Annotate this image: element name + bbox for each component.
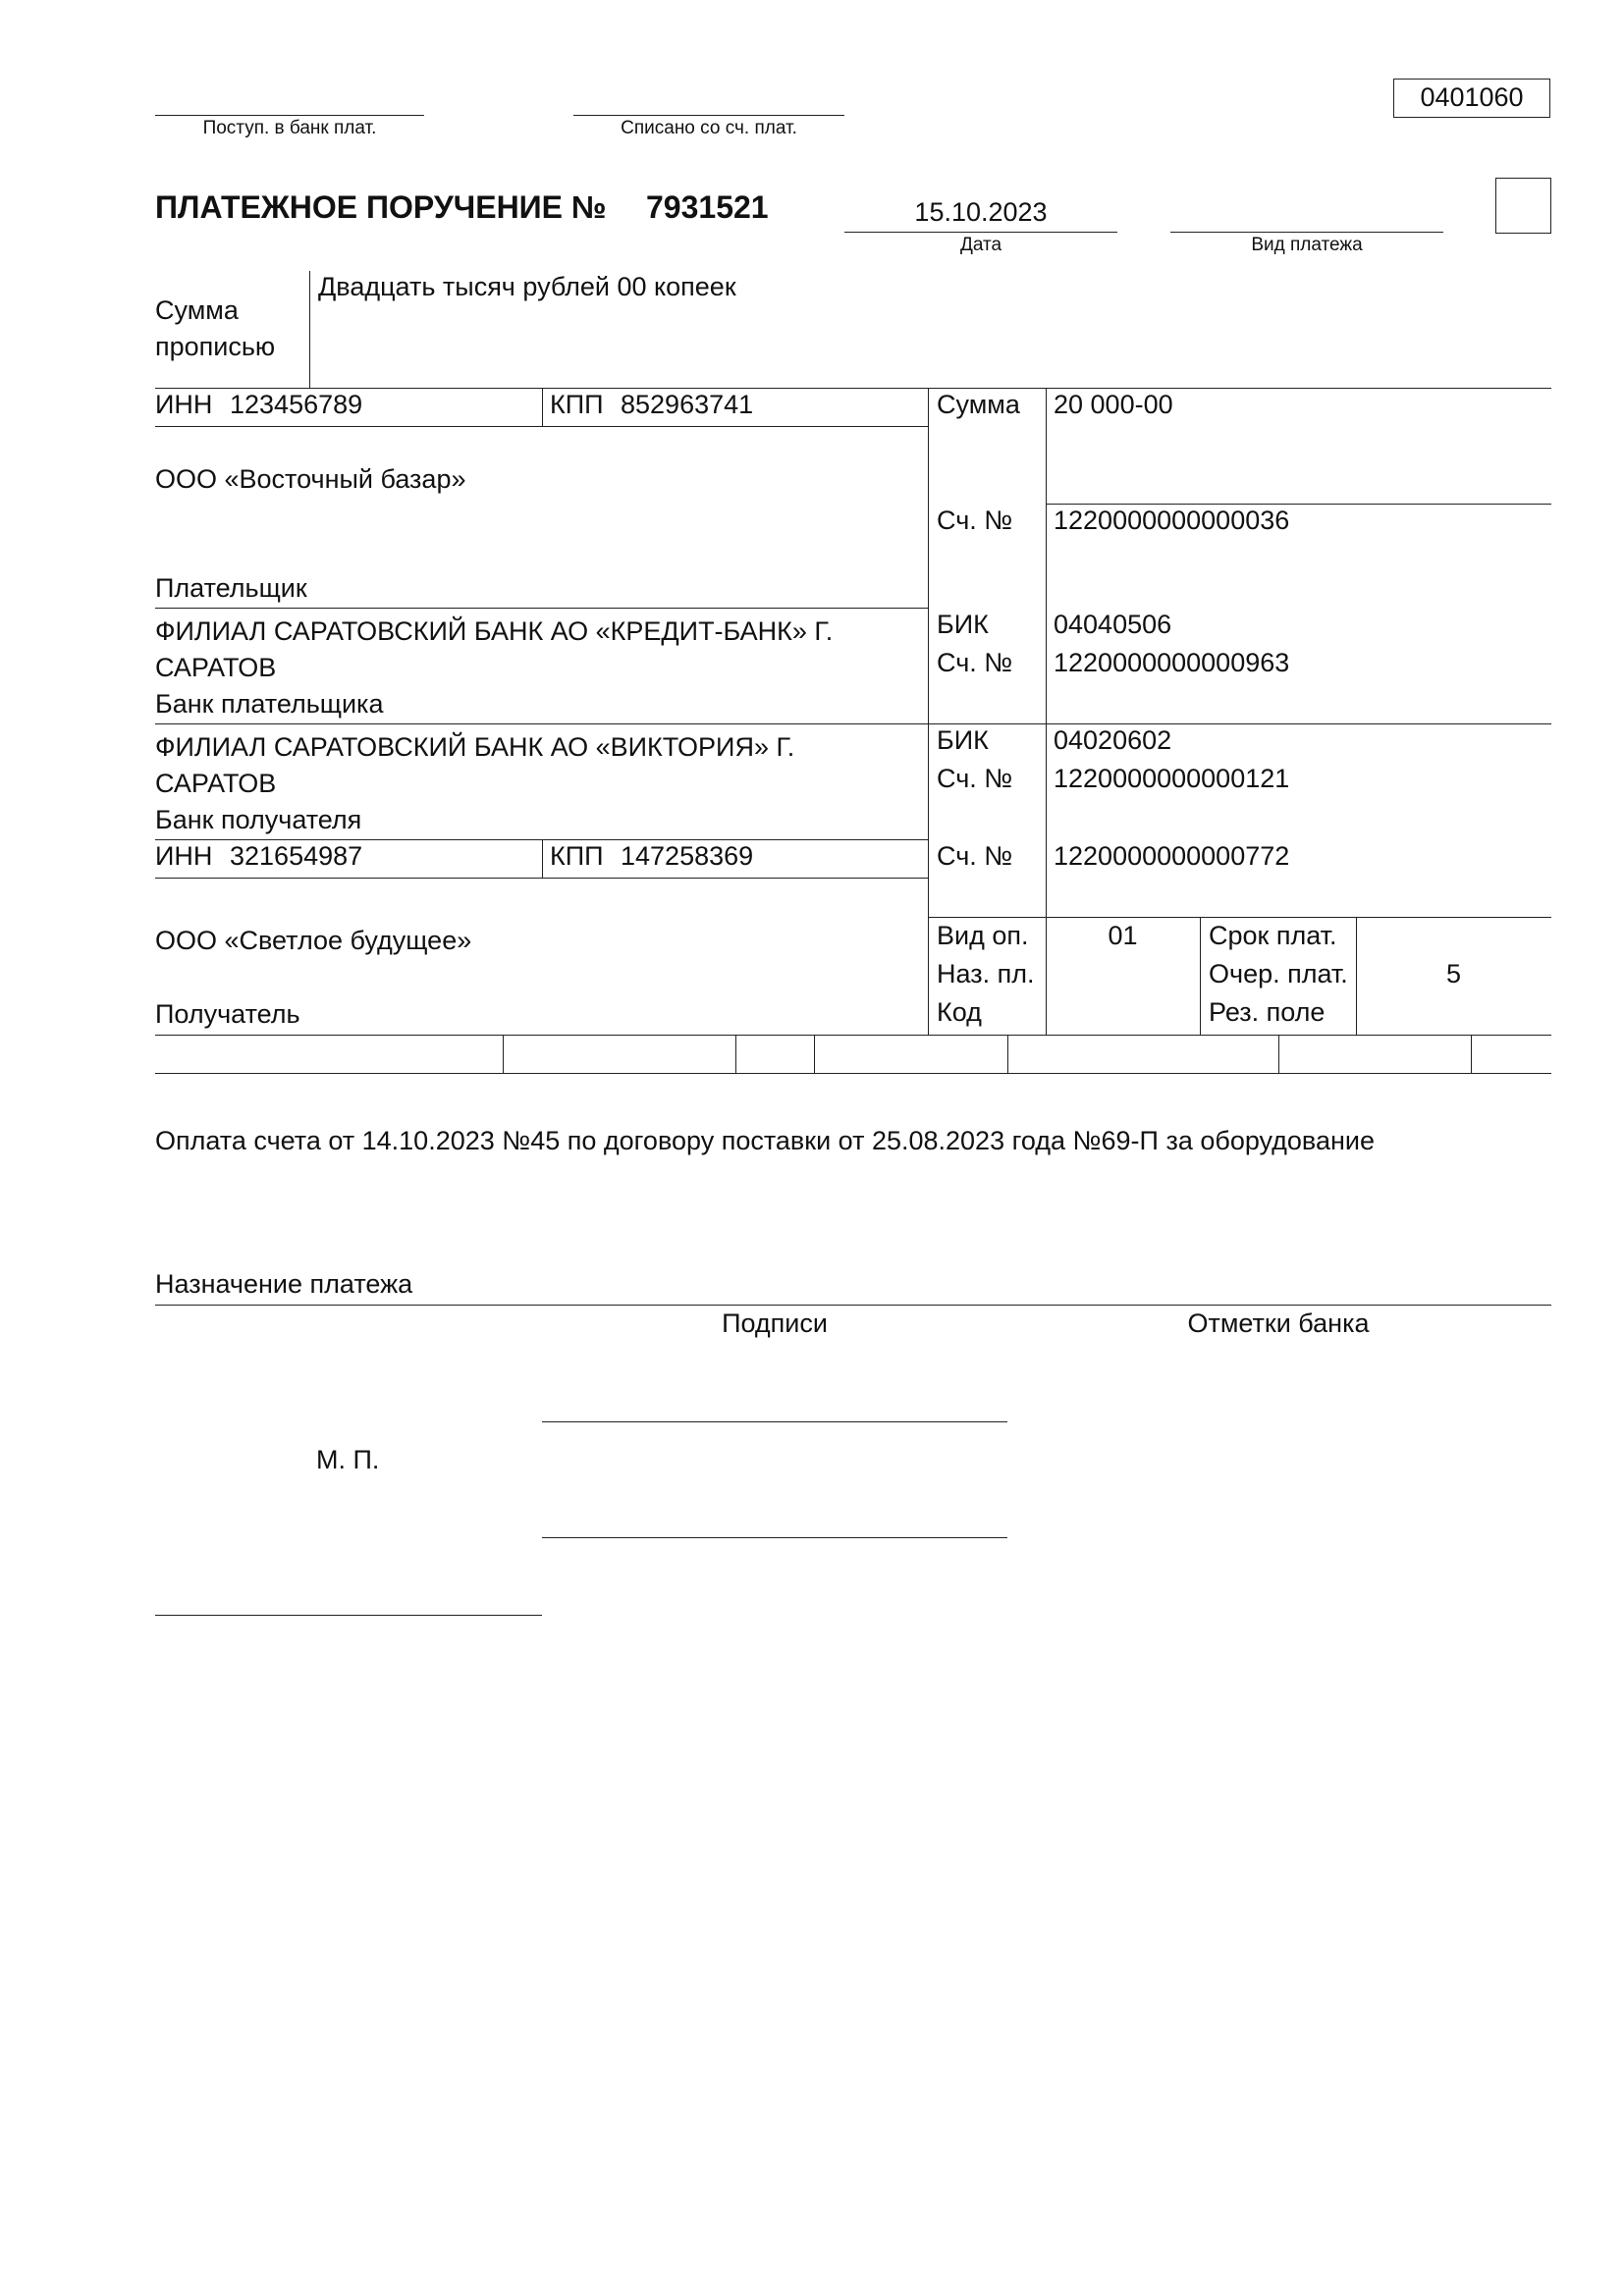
signature-line-2 xyxy=(542,1537,1007,1538)
payer-kpp: 852963741 xyxy=(621,390,754,419)
amount-words-value: Двадцать тысяч рублей 00 копеек xyxy=(318,272,736,301)
payee-bank-name-line1: ФИЛИАЛ САРАТОВСКИЙ БАНК АО «ВИКТОРИЯ» Г. xyxy=(155,732,795,762)
payee-inn-label: ИНН xyxy=(155,841,213,871)
purpose-text: Оплата счета от 14.10.2023 №45 по договору поставки от 25.08.2023 года №69-П за оборудование xyxy=(155,1126,1375,1155)
payer-bank-account: 1220000000000963 xyxy=(1054,648,1290,677)
grid-kpp-divider-payer xyxy=(542,388,543,426)
payee-inn: 321654987 xyxy=(230,841,363,871)
form-code: 0401060 xyxy=(1420,82,1524,112)
stamp-label: М. П. xyxy=(316,1445,380,1474)
document-title: ПЛАТЕЖНОЕ ПОРУЧЕНИЕ № xyxy=(155,189,607,225)
payment-type-label: Вид платежа xyxy=(1251,235,1363,255)
payer-bank-bik: 04040506 xyxy=(1054,610,1172,639)
payer-name: ООО «Восточный базар» xyxy=(155,464,466,494)
due-label: Срок плат. xyxy=(1209,921,1337,950)
tax-cell-divider-6 xyxy=(1471,1035,1472,1073)
signatures-label: Подписи xyxy=(722,1308,828,1338)
payer-kpp-label: КПП xyxy=(550,390,604,419)
purpose-bottom-line xyxy=(155,1305,1551,1306)
grid-line-inn-payer xyxy=(155,426,928,427)
bank-date-line xyxy=(155,1615,542,1616)
status-box xyxy=(1495,178,1551,234)
payee-bank-bik-label: БИК xyxy=(937,725,989,755)
op-type-label: Вид оп. xyxy=(937,921,1029,950)
payee-kpp: 147258369 xyxy=(621,841,754,871)
grid-line-inn-payee xyxy=(155,878,928,879)
grid-line-payer-bank xyxy=(155,608,928,609)
tax-cell-divider-5 xyxy=(1278,1035,1279,1073)
grid-line-bottom xyxy=(155,1035,1551,1036)
grid-col-codes-right xyxy=(1200,917,1201,1036)
payer-account-value: 1220000000000036 xyxy=(1054,506,1290,535)
payer-bank-account-label: Сч. № xyxy=(937,648,1013,677)
document-number: 7931521 xyxy=(646,189,769,225)
date-line xyxy=(844,232,1117,233)
grid-line-codes xyxy=(928,917,1551,918)
signature-line-1 xyxy=(542,1421,1007,1422)
tax-cell-divider-4 xyxy=(1007,1035,1008,1073)
purpose-code-label: Наз. пл. xyxy=(937,959,1035,988)
payee-bank-account: 1220000000000121 xyxy=(1054,764,1290,793)
code-label: Код xyxy=(937,997,982,1027)
payer-account-label: Сч. № xyxy=(937,506,1013,535)
payer-inn-label: ИНН xyxy=(155,390,213,419)
op-type-value: 01 xyxy=(1108,921,1138,950)
debited-label: Списано со сч. плат. xyxy=(621,118,797,138)
payee-account-label: Сч. № xyxy=(937,841,1013,871)
payee-bank-bik: 04020602 xyxy=(1054,725,1172,755)
amount-words-label-line2: прописью xyxy=(155,332,276,361)
payee-bank-label: Банк получателя xyxy=(155,805,362,834)
date-label: Дата xyxy=(959,235,1002,255)
payee-kpp-label: КПП xyxy=(550,841,604,871)
amount-words-divider xyxy=(309,271,310,388)
grid-col-labels xyxy=(928,388,929,1036)
payee-bank-account-label: Сч. № xyxy=(937,764,1013,793)
payer-bank-name-line1: ФИЛИАЛ САРАТОВСКИЙ БАНК АО «КРЕДИТ-БАНК» Г. xyxy=(155,616,834,646)
payer-bank-label: Банк плательщика xyxy=(155,689,384,719)
received-date-line xyxy=(155,115,424,116)
payee-name: ООО «Светлое будущее» xyxy=(155,926,472,955)
payment-date: 15.10.2023 xyxy=(914,197,1048,227)
reserve-label: Рез. поле xyxy=(1209,997,1326,1027)
grid-kpp-divider-payee xyxy=(542,839,543,878)
grid-line-top xyxy=(155,388,1551,389)
debited-date-line xyxy=(573,115,844,116)
payee-label: Получатель xyxy=(155,999,300,1029)
received-label: Поступ. в банк плат. xyxy=(202,118,377,138)
amount-label: Сумма xyxy=(937,390,1020,419)
amount-value: 20 000-00 xyxy=(1054,390,1173,419)
grid-line-payee-bank xyxy=(155,723,1551,724)
payer-label: Плательщик xyxy=(155,573,307,603)
grid-line-tax xyxy=(155,1073,1551,1074)
payee-account: 1220000000000772 xyxy=(1054,841,1290,871)
payer-bank-bik-label: БИК xyxy=(937,610,989,639)
amount-words-label-line1: Сумма xyxy=(155,295,239,325)
payee-bank-name-line2: САРАТОВ xyxy=(155,769,277,798)
purpose-label: Назначение платежа xyxy=(155,1269,413,1299)
tax-cell-divider-1 xyxy=(503,1035,504,1073)
payment-type-line xyxy=(1170,232,1443,233)
bank-marks-label: Отметки банка xyxy=(1187,1308,1370,1338)
priority-label: Очер. плат. xyxy=(1209,959,1348,988)
tax-cell-divider-3 xyxy=(814,1035,815,1073)
payer-bank-name-line2: САРАТОВ xyxy=(155,653,277,682)
payer-inn: 123456789 xyxy=(230,390,363,419)
priority-value: 5 xyxy=(1445,959,1462,988)
tax-cell-divider-2 xyxy=(735,1035,736,1073)
